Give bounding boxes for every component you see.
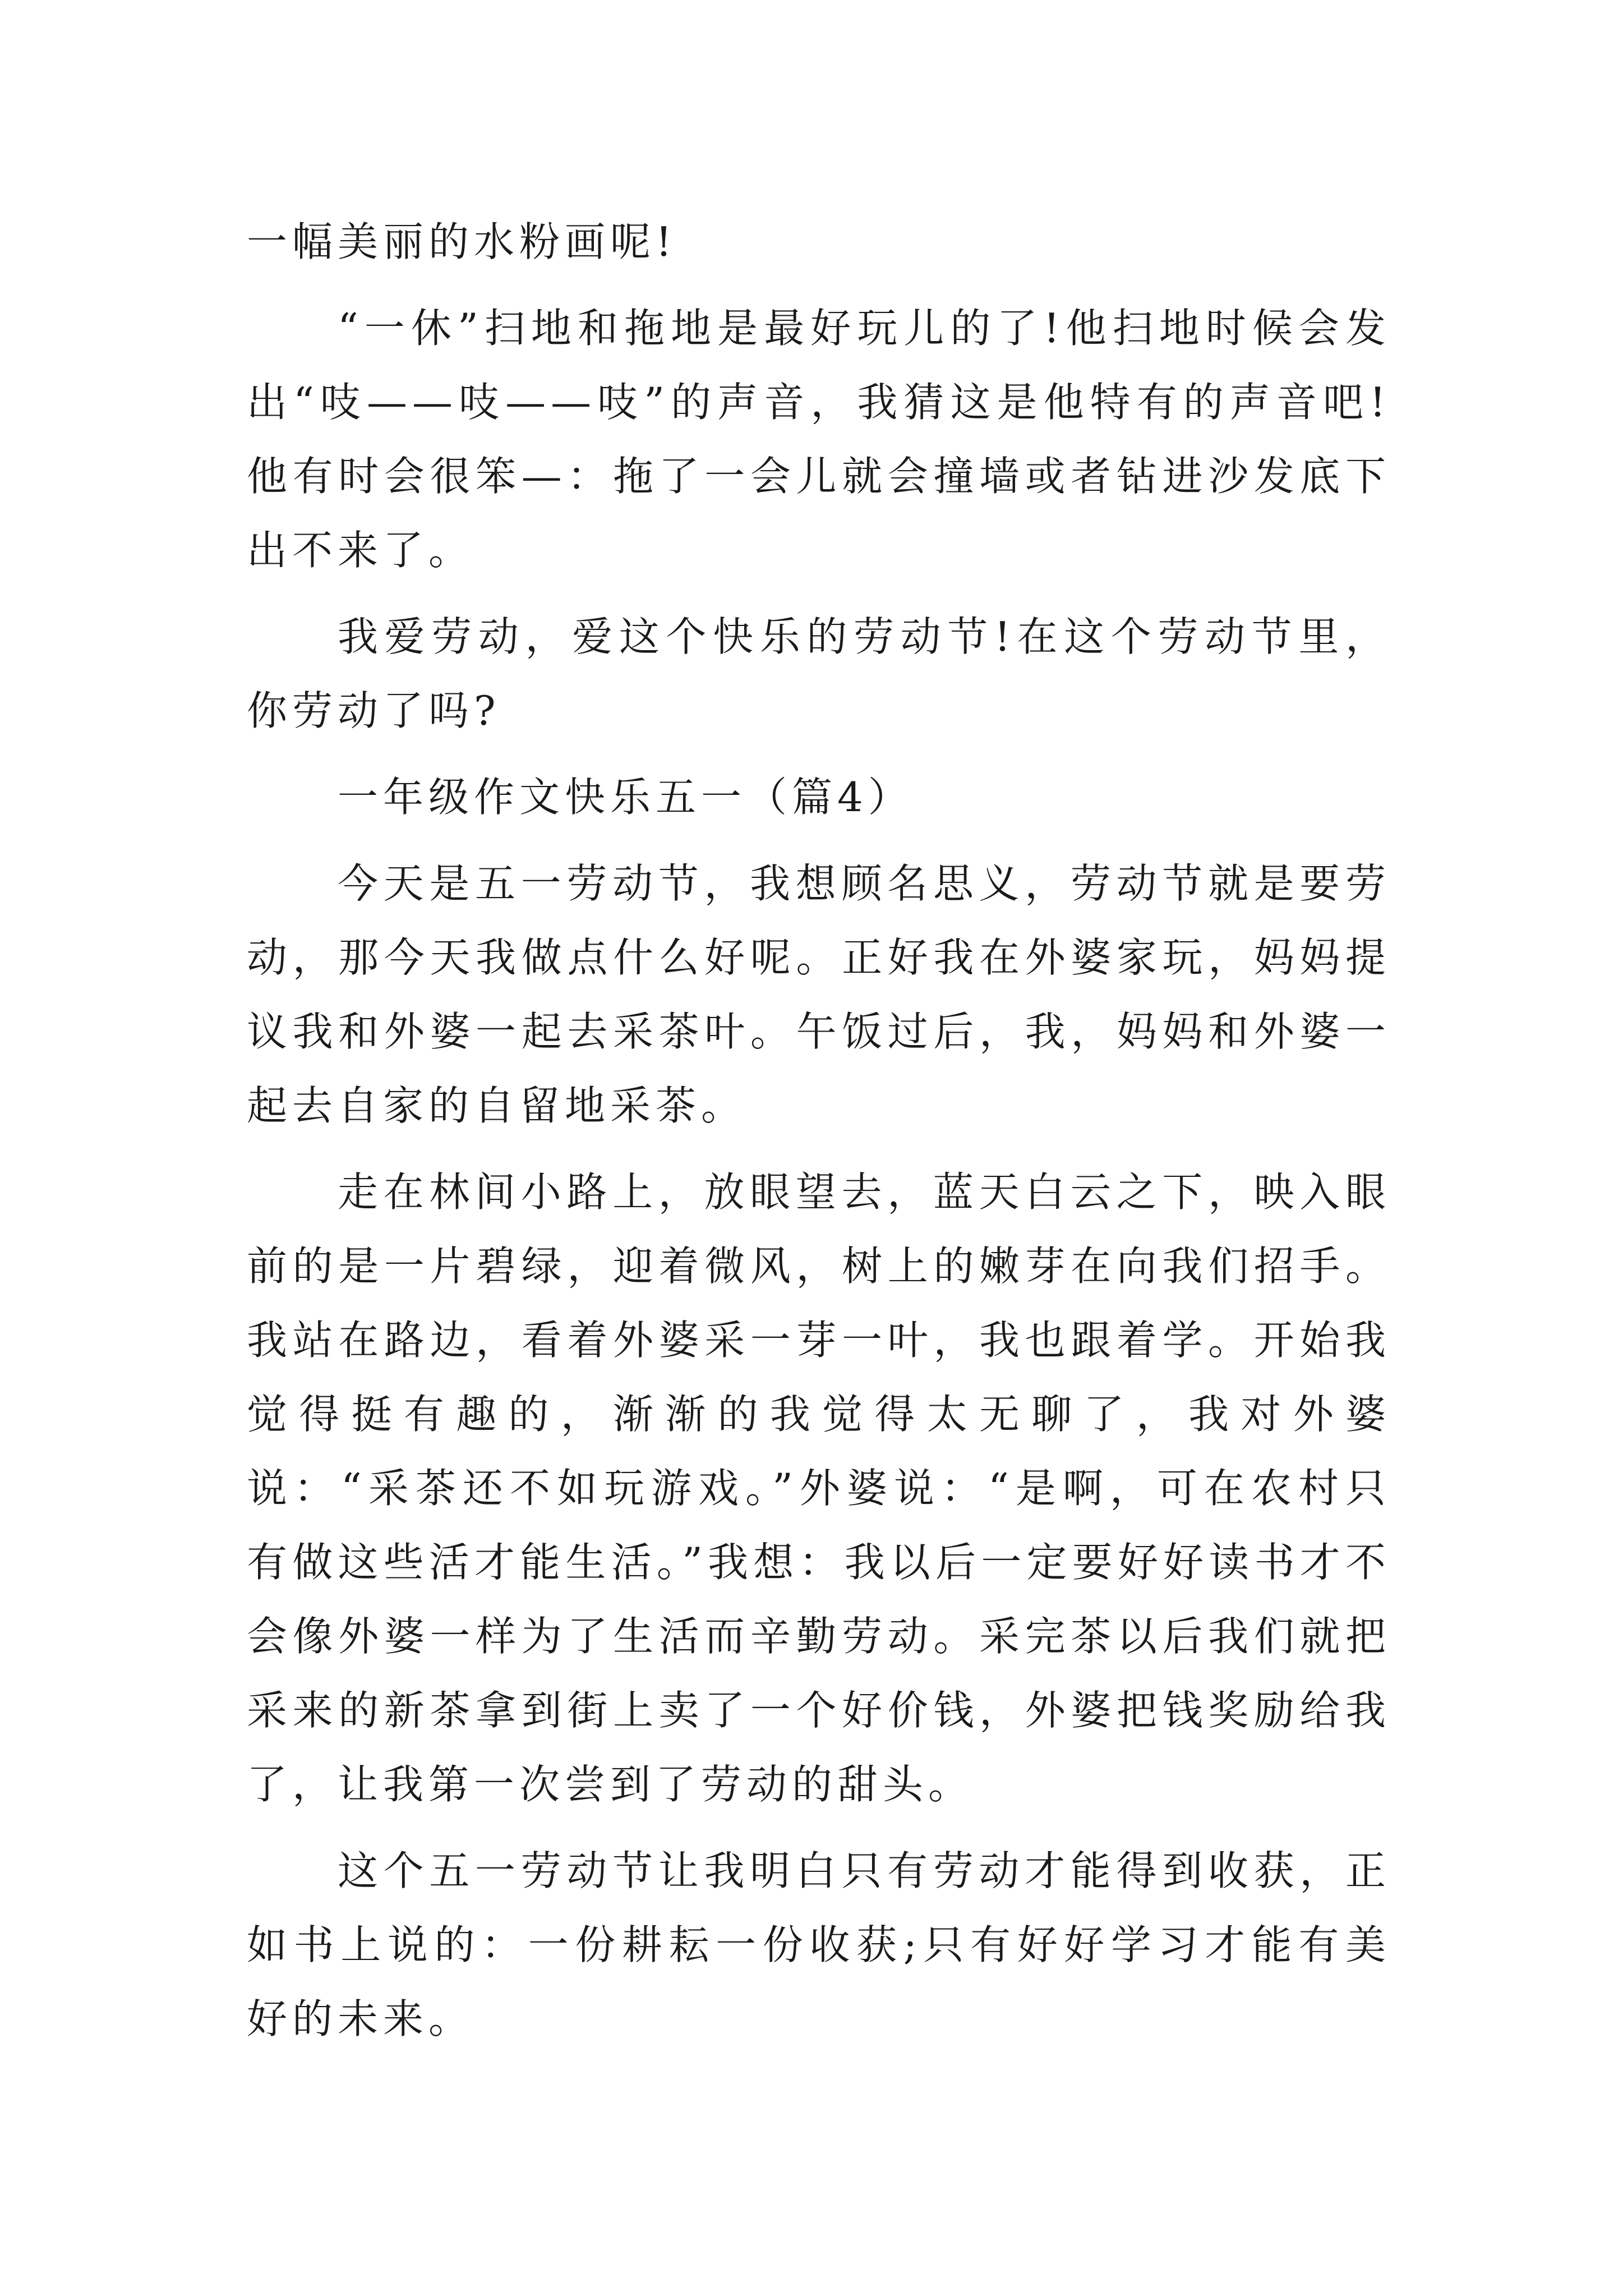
paragraph-labor-day: 今天是五一劳动节，我想顾名思义，劳动节就是要劳动，那今天我做点什么好呢。正好我在外婆家玩，妈妈提议我和外婆一起去采茶叶。午饭过后，我，妈妈和外婆一起去自家的自留地采茶。 xyxy=(247,860,1391,1129)
paragraph-love-labor: 我爱劳动，爱这个快乐的劳动节!在这个劳动节里，你劳动了吗? xyxy=(247,613,1391,734)
paragraph-conclusion: 这个五一劳动节让我明白只有劳动才能得到收获，正如书上说的：一份耕耘一份收获;只有好好学习才能有美好的未来。 xyxy=(247,1847,1391,2042)
document-body xyxy=(247,205,1391,2056)
section-heading: 一年级作文快乐五一（篇4） xyxy=(338,774,914,821)
paragraph-robot-cleaner: “一休”扫地和拖地是最好玩儿的了!他扫地时候会发出“吱——吱——吱”的声音，我猜这是他特有的声音吧!他有时会很笨—：拖了一会儿就会撞墙或者钻进沙发底下出不来了。 xyxy=(247,305,1391,574)
paragraph-picking-tea: 走在林间小路上，放眼望去，蓝天白云之下，映入眼前的是一片碧绿，迎着微风，树上的嫩芽在向我们招手。我站在路边，看着外婆采一芽一叶，我也跟着学。开始我觉得挺有趣的，渐渐的我觉得太无聊了，我对外婆说：“采茶还不如玩游戏。”外婆说：“是啊，可在农村只有做这些活才能生活。”我想：我以后一定要好好读书才不会像外婆一样为了生活而辛勤劳动。采完茶以后我们就把采来的新茶拿到街上卖了一个好价钱，外婆把钱奖励给我了，让我第一次尝到了劳动的甜头。 xyxy=(247,1168,1391,1808)
paragraph-continuation: 一幅美丽的水粉画呢! xyxy=(247,218,677,265)
